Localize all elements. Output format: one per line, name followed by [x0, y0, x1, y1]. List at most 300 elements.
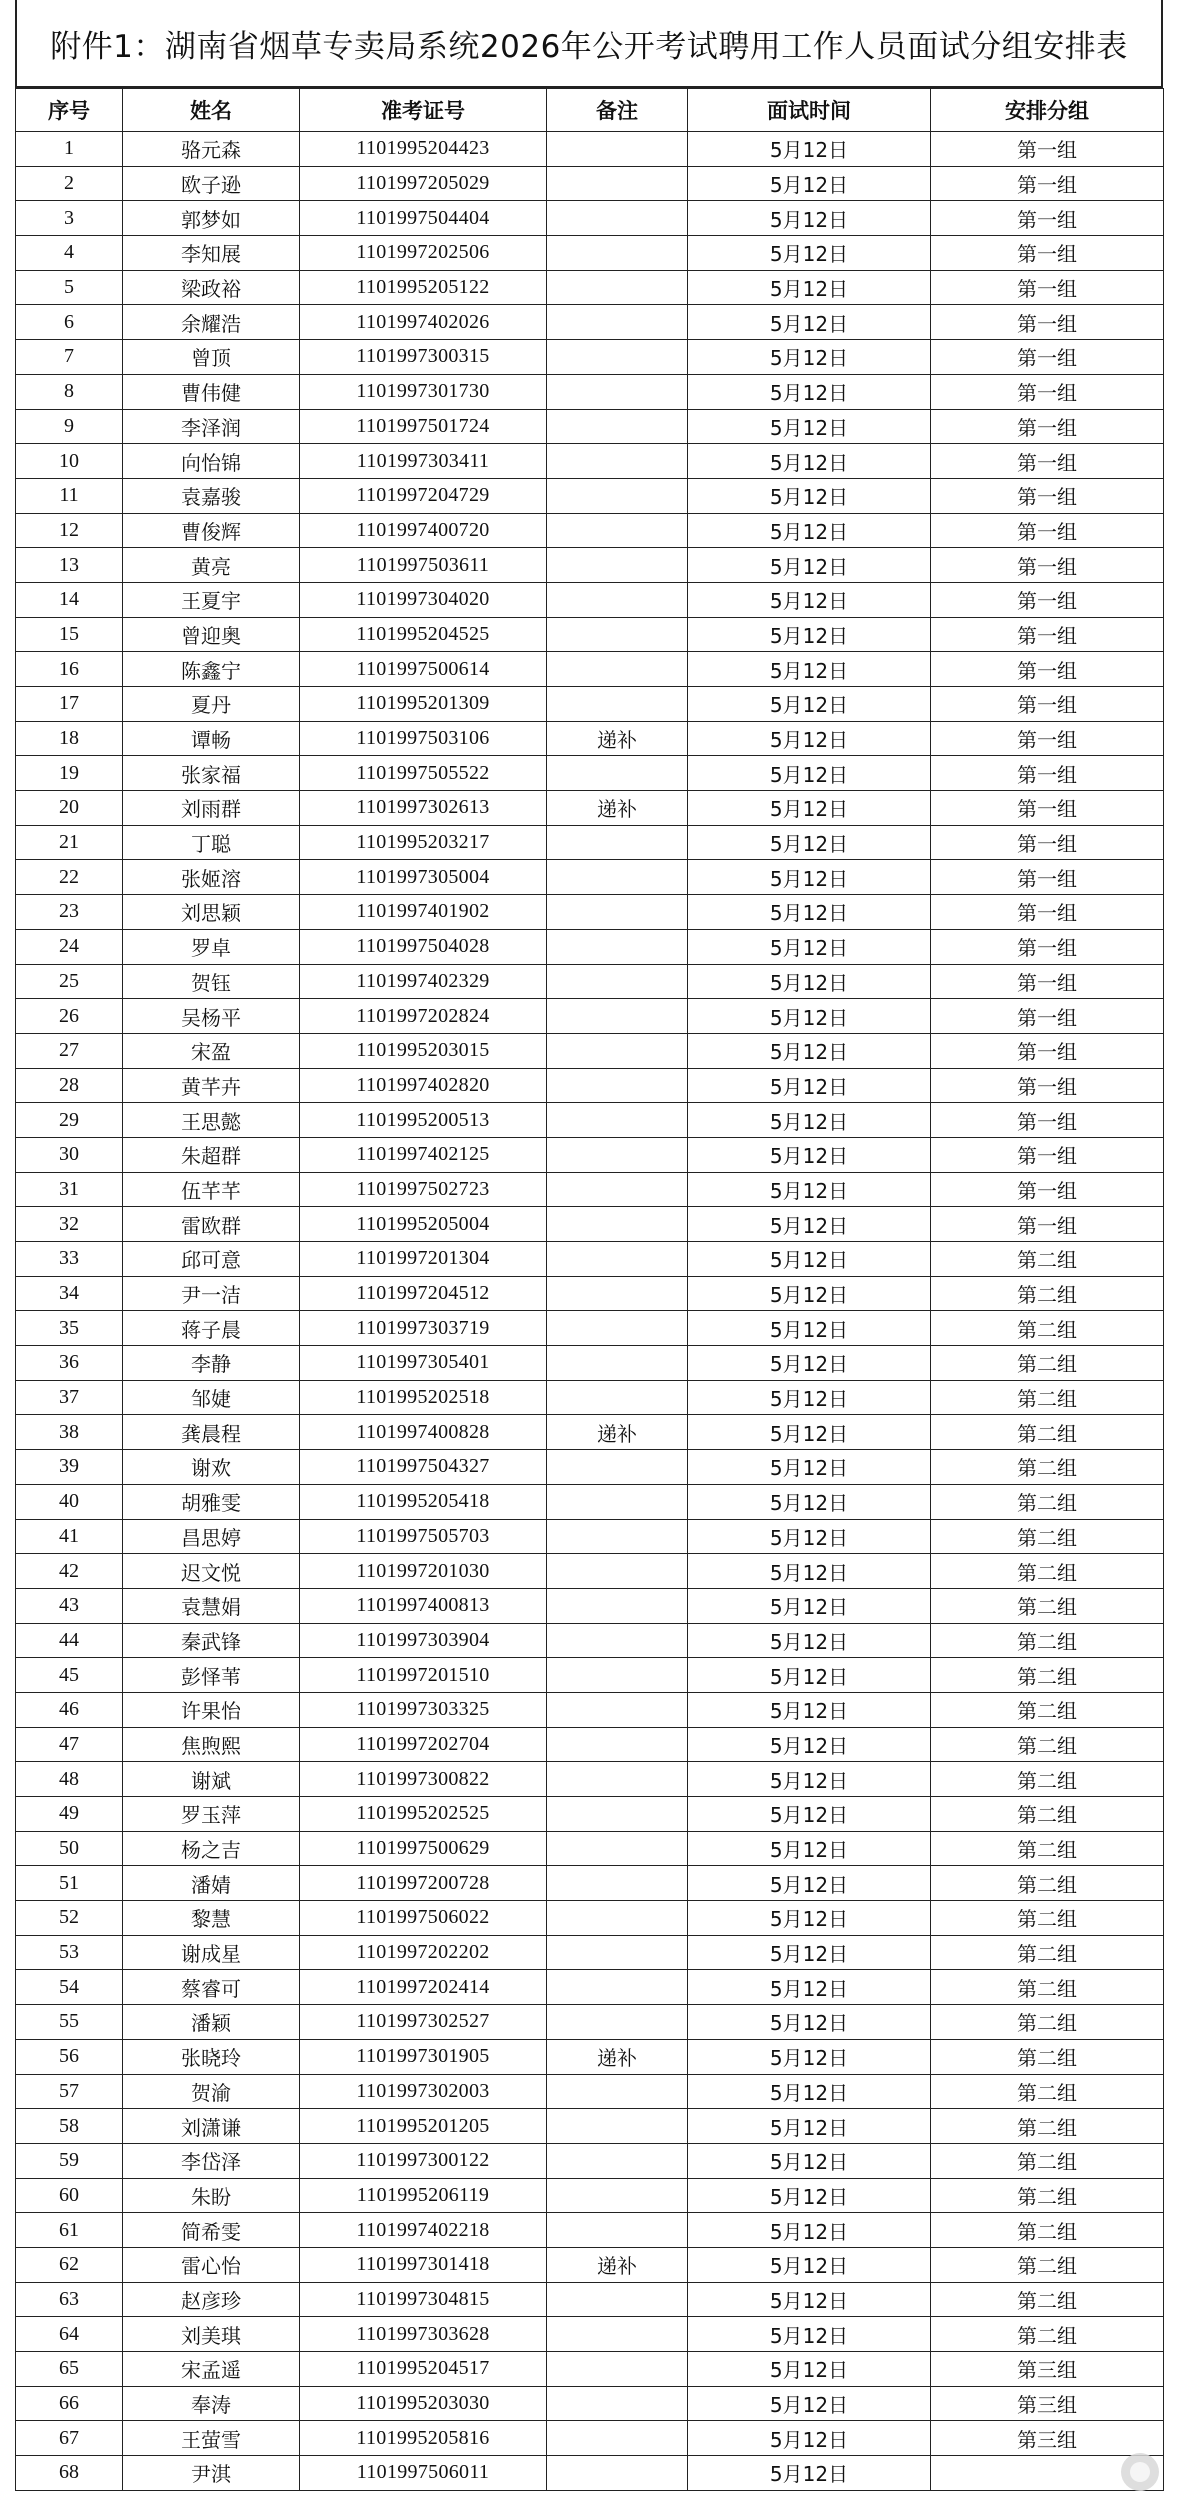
table-row: [16, 1276, 1164, 1311]
cell-name: 谢斌: [123, 1762, 300, 1797]
cell-interview-time: 5月12日: [688, 1519, 931, 1554]
header-name: 姓名: [123, 89, 300, 132]
cell-group: 第二组: [931, 2005, 1164, 2040]
cell-note: [547, 1103, 688, 1138]
table-row: [16, 1415, 1164, 1450]
cell-index: 48: [16, 1762, 123, 1797]
header-note: 备注: [547, 89, 688, 132]
cell-index: 43: [16, 1588, 123, 1623]
cell-index: 62: [16, 2247, 123, 2282]
cell-note: [547, 1484, 688, 1519]
cell-ticket-number: 1101997202414: [300, 1970, 547, 2005]
cell-group: 第一组: [931, 132, 1164, 167]
cell-group: 第一组: [931, 652, 1164, 687]
cell-name: 谢成星: [123, 1935, 300, 1970]
cell-note: [547, 1797, 688, 1832]
cell-group: 第一组: [931, 374, 1164, 409]
cell-ticket-number: 1101997402125: [300, 1137, 547, 1172]
cell-ticket-number: 1101995204423: [300, 132, 547, 167]
cell-group: 第二组: [931, 1346, 1164, 1381]
cell-interview-time: 5月12日: [688, 1866, 931, 1901]
cell-group: 第二组: [931, 2039, 1164, 2074]
cell-name: 许果怡: [123, 1692, 300, 1727]
cell-name: 梁政裕: [123, 270, 300, 305]
cell-note: [547, 236, 688, 271]
table-row: [16, 1103, 1164, 1138]
cell-index: 12: [16, 513, 123, 548]
cell-ticket-number: 1101997303904: [300, 1623, 547, 1658]
cell-note: 递补: [547, 2247, 688, 2282]
cell-name: 曹伟健: [123, 374, 300, 409]
cell-ticket-number: 1101995201205: [300, 2109, 547, 2144]
cell-note: [547, 2352, 688, 2387]
table-row: [16, 1866, 1164, 1901]
cell-name: 刘美琪: [123, 2317, 300, 2352]
table-row: [16, 1380, 1164, 1415]
cell-ticket-number: 1101997200728: [300, 1866, 547, 1901]
cell-index: 59: [16, 2143, 123, 2178]
cell-note: [547, 374, 688, 409]
cell-interview-time: 5月12日: [688, 2317, 931, 2352]
cell-ticket-number: 1101997506011: [300, 2456, 547, 2491]
cell-name: 胡雅雯: [123, 1484, 300, 1519]
cell-interview-time: 5月12日: [688, 1068, 931, 1103]
cell-interview-time: 5月12日: [688, 825, 931, 860]
cell-interview-time: 5月12日: [688, 166, 931, 201]
cell-interview-time: 5月12日: [688, 582, 931, 617]
cell-interview-time: 5月12日: [688, 1727, 931, 1762]
cell-ticket-number: 1101997400720: [300, 513, 547, 548]
table-row: [16, 2143, 1164, 2178]
cell-group: 第二组: [931, 1831, 1164, 1866]
cell-interview-time: 5月12日: [688, 1901, 931, 1936]
cell-group: 第一组: [931, 1068, 1164, 1103]
table-row: [16, 860, 1164, 895]
document-page: [15, 0, 1163, 2491]
cell-index: 61: [16, 2213, 123, 2248]
cell-index: 52: [16, 1901, 123, 1936]
cell-name: 雷心怡: [123, 2247, 300, 2282]
cell-name: 张家福: [123, 756, 300, 791]
cell-group: 第一组: [931, 999, 1164, 1034]
table-row: [16, 305, 1164, 340]
cell-interview-time: 5月12日: [688, 2039, 931, 2074]
cell-ticket-number: 1101995204525: [300, 617, 547, 652]
cell-group: 第一组: [931, 687, 1164, 722]
cell-note: [547, 999, 688, 1034]
cell-group: 第一组: [931, 1207, 1164, 1242]
table-row: [16, 1242, 1164, 1277]
cell-interview-time: 5月12日: [688, 513, 931, 548]
table-row: [16, 1172, 1164, 1207]
cell-group: 第二组: [931, 2317, 1164, 2352]
cell-interview-time: 5月12日: [688, 2109, 931, 2144]
cell-ticket-number: 1101997400828: [300, 1415, 547, 1450]
cell-name: 朱超群: [123, 1137, 300, 1172]
cell-note: [547, 1623, 688, 1658]
cell-index: 5: [16, 270, 123, 305]
cell-group: 第一组: [931, 270, 1164, 305]
cell-index: 40: [16, 1484, 123, 1519]
cell-note: [547, 895, 688, 930]
cell-note: [547, 132, 688, 167]
cell-index: 4: [16, 236, 123, 271]
cell-name: 尹一洁: [123, 1276, 300, 1311]
cell-name: 秦武锋: [123, 1623, 300, 1658]
cell-ticket-number: 1101997500614: [300, 652, 547, 687]
cell-ticket-number: 1101997205029: [300, 166, 547, 201]
table-row: [16, 2317, 1164, 2352]
table-row: [16, 2421, 1164, 2456]
cell-name: 昌思婷: [123, 1519, 300, 1554]
cell-note: [547, 2109, 688, 2144]
cell-ticket-number: 1101997402820: [300, 1068, 547, 1103]
table-row: [16, 2039, 1164, 2074]
cell-group: 第二组: [931, 1380, 1164, 1415]
table-row: [16, 791, 1164, 826]
cell-note: [547, 2213, 688, 2248]
table-row: [16, 2247, 1164, 2282]
cell-note: [547, 2386, 688, 2421]
cell-group: 第二组: [931, 1415, 1164, 1450]
cell-name: 夏丹: [123, 687, 300, 722]
cell-interview-time: 5月12日: [688, 2005, 931, 2040]
cell-index: 57: [16, 2074, 123, 2109]
cell-name: 曾迎奥: [123, 617, 300, 652]
cell-group: 第二组: [931, 1276, 1164, 1311]
cell-note: [547, 1311, 688, 1346]
cell-index: 29: [16, 1103, 123, 1138]
cell-ticket-number: 1101995205816: [300, 2421, 547, 2456]
cell-ticket-number: 1101997305004: [300, 860, 547, 895]
cell-ticket-number: 1101997505703: [300, 1519, 547, 1554]
cell-name: 宋孟遥: [123, 2352, 300, 2387]
cell-name: 邱可意: [123, 1242, 300, 1277]
cell-name: 罗卓: [123, 929, 300, 964]
table-row: [16, 1727, 1164, 1762]
cell-ticket-number: 1101997500629: [300, 1831, 547, 1866]
cell-group: 第二组: [931, 2074, 1164, 2109]
cell-ticket-number: 1101997402329: [300, 964, 547, 999]
cell-interview-time: 5月12日: [688, 2352, 931, 2387]
table-row: [16, 1311, 1164, 1346]
table-row: [16, 340, 1164, 375]
cell-name: 贺钰: [123, 964, 300, 999]
cell-ticket-number: 1101995203217: [300, 825, 547, 860]
cell-interview-time: 5月12日: [688, 1935, 931, 1970]
cell-index: 55: [16, 2005, 123, 2040]
cell-index: 35: [16, 1311, 123, 1346]
cell-name: 蒋子晨: [123, 1311, 300, 1346]
cell-index: 50: [16, 1831, 123, 1866]
table-row: [16, 2352, 1164, 2387]
cell-index: 58: [16, 2109, 123, 2144]
cell-name: 李岱泽: [123, 2143, 300, 2178]
table-row: [16, 478, 1164, 513]
cell-interview-time: 5月12日: [688, 270, 931, 305]
cell-note: 递补: [547, 791, 688, 826]
cell-note: [547, 1692, 688, 1727]
cell-note: [547, 1450, 688, 1485]
cell-note: [547, 1519, 688, 1554]
cell-ticket-number: 1101997300315: [300, 340, 547, 375]
cell-ticket-number: 1101997303325: [300, 1692, 547, 1727]
cell-interview-time: 5月12日: [688, 1276, 931, 1311]
cell-ticket-number: 1101997202704: [300, 1727, 547, 1762]
cell-note: [547, 2456, 688, 2491]
cell-note: [547, 1935, 688, 1970]
cell-ticket-number: 1101997401902: [300, 895, 547, 930]
cell-index: 26: [16, 999, 123, 1034]
cell-group: 第一组: [931, 236, 1164, 271]
cell-interview-time: 5月12日: [688, 2456, 931, 2491]
table-row: [16, 201, 1164, 236]
table-row: [16, 444, 1164, 479]
cell-index: 6: [16, 305, 123, 340]
cell-interview-time: 5月12日: [688, 2178, 931, 2213]
cell-interview-time: 5月12日: [688, 1831, 931, 1866]
cell-name: 伍芊芊: [123, 1172, 300, 1207]
cell-group: 第一组: [931, 1103, 1164, 1138]
cell-note: [547, 270, 688, 305]
table-row: [16, 2074, 1164, 2109]
cell-name: 张晓玲: [123, 2039, 300, 2074]
cell-ticket-number: 1101995202518: [300, 1380, 547, 1415]
document-title: 附件1：湖南省烟草专卖局系统2026年公开考试聘用工作人员面试分组安排表: [50, 28, 1128, 65]
cell-note: [547, 2317, 688, 2352]
cell-group: 第二组: [931, 1901, 1164, 1936]
cell-name: 简希雯: [123, 2213, 300, 2248]
cell-index: 24: [16, 929, 123, 964]
table-row: [16, 1762, 1164, 1797]
cell-interview-time: 5月12日: [688, 201, 931, 236]
cell-name: 丁聪: [123, 825, 300, 860]
cell-index: 44: [16, 1623, 123, 1658]
cell-name: 陈鑫宁: [123, 652, 300, 687]
cell-index: 33: [16, 1242, 123, 1277]
cell-name: 曾顶: [123, 340, 300, 375]
cell-note: [547, 1658, 688, 1693]
cell-note: [547, 1380, 688, 1415]
cell-ticket-number: 1101997400813: [300, 1588, 547, 1623]
table-row: [16, 548, 1164, 583]
cell-note: [547, 1588, 688, 1623]
cell-group: 第二组: [931, 1554, 1164, 1589]
cell-note: [547, 1068, 688, 1103]
cell-index: 53: [16, 1935, 123, 1970]
cell-ticket-number: 1101995203015: [300, 1033, 547, 1068]
cell-name: 吴杨平: [123, 999, 300, 1034]
title-row: [15, 0, 1163, 88]
cell-ticket-number: 1101997300822: [300, 1762, 547, 1797]
cell-name: 袁嘉骏: [123, 478, 300, 513]
cell-ticket-number: 1101997305401: [300, 1346, 547, 1381]
cell-index: 22: [16, 860, 123, 895]
cell-interview-time: 5月12日: [688, 756, 931, 791]
cell-ticket-number: 1101997303628: [300, 2317, 547, 2352]
cell-index: 1: [16, 132, 123, 167]
cell-ticket-number: 1101997502723: [300, 1172, 547, 1207]
cell-group: 第一组: [931, 409, 1164, 444]
cell-interview-time: 5月12日: [688, 2282, 931, 2317]
cell-interview-time: 5月12日: [688, 929, 931, 964]
cell-index: 66: [16, 2386, 123, 2421]
cell-index: 10: [16, 444, 123, 479]
cell-name: 邹婕: [123, 1380, 300, 1415]
header-group: 安排分组: [931, 89, 1164, 132]
cell-index: 49: [16, 1797, 123, 1832]
cell-group: 第二组: [931, 1935, 1164, 1970]
cell-note: [547, 305, 688, 340]
cell-name: 欧子逊: [123, 166, 300, 201]
cell-ticket-number: 1101997503106: [300, 721, 547, 756]
cell-note: [547, 929, 688, 964]
cell-note: [547, 444, 688, 479]
cell-interview-time: 5月12日: [688, 617, 931, 652]
cell-note: [547, 166, 688, 201]
cell-name: 蔡睿可: [123, 1970, 300, 2005]
cell-ticket-number: 1101997300122: [300, 2143, 547, 2178]
cell-interview-time: 5月12日: [688, 687, 931, 722]
cell-name: 杨之吉: [123, 1831, 300, 1866]
cell-group: 第一组: [931, 478, 1164, 513]
cell-ticket-number: 1101997302527: [300, 2005, 547, 2040]
cell-group: 第一组: [931, 964, 1164, 999]
cell-name: 袁慧娟: [123, 1588, 300, 1623]
cell-interview-time: 5月12日: [688, 999, 931, 1034]
cell-name: 谭畅: [123, 721, 300, 756]
cell-index: 25: [16, 964, 123, 999]
table-row: [16, 2005, 1164, 2040]
cell-name: 彭怿苇: [123, 1658, 300, 1693]
cell-name: 李知展: [123, 236, 300, 271]
table-row: [16, 1137, 1164, 1172]
cell-group: 第二组: [931, 1311, 1164, 1346]
cell-note: [547, 964, 688, 999]
cell-interview-time: 5月12日: [688, 305, 931, 340]
table-row: [16, 1797, 1164, 1832]
cell-note: 递补: [547, 1415, 688, 1450]
cell-index: 60: [16, 2178, 123, 2213]
cell-interview-time: 5月12日: [688, 2421, 931, 2456]
cell-group: 第二组: [931, 1450, 1164, 1485]
cell-name: 王思懿: [123, 1103, 300, 1138]
cell-interview-time: 5月12日: [688, 1311, 931, 1346]
cell-group: 第三组: [931, 2386, 1164, 2421]
cell-ticket-number: 1101997202506: [300, 236, 547, 271]
cell-group: 第二组: [931, 2143, 1164, 2178]
table-row: [16, 964, 1164, 999]
cell-index: 51: [16, 1866, 123, 1901]
table-row: [16, 1831, 1164, 1866]
cell-index: 31: [16, 1172, 123, 1207]
cell-index: 19: [16, 756, 123, 791]
cell-index: 3: [16, 201, 123, 236]
cell-interview-time: 5月12日: [688, 1658, 931, 1693]
cell-interview-time: 5月12日: [688, 478, 931, 513]
cell-name: 刘潇谦: [123, 2109, 300, 2144]
cell-ticket-number: 1101997504028: [300, 929, 547, 964]
cell-ticket-number: 1101997303411: [300, 444, 547, 479]
cell-ticket-number: 1101995205004: [300, 1207, 547, 1242]
cell-ticket-number: 1101995205122: [300, 270, 547, 305]
cell-name: 黄芊卉: [123, 1068, 300, 1103]
cell-name: 王萤雪: [123, 2421, 300, 2456]
cell-group: 第一组: [931, 756, 1164, 791]
cell-ticket-number: 1101997201030: [300, 1554, 547, 1589]
cell-interview-time: 5月12日: [688, 2386, 931, 2421]
cell-interview-time: 5月12日: [688, 1484, 931, 1519]
cell-name: 迟文悦: [123, 1554, 300, 1589]
cell-note: [547, 2143, 688, 2178]
cell-group: 第一组: [931, 895, 1164, 930]
cell-ticket-number: 1101997402026: [300, 305, 547, 340]
cell-index: 13: [16, 548, 123, 583]
table-row: [16, 2178, 1164, 2213]
cell-ticket-number: 1101997506022: [300, 1901, 547, 1936]
cell-ticket-number: 1101997504404: [300, 201, 547, 236]
cell-name: 李静: [123, 1346, 300, 1381]
cell-name: 龚晨程: [123, 1415, 300, 1450]
cell-interview-time: 5月12日: [688, 964, 931, 999]
cell-index: 27: [16, 1033, 123, 1068]
table-row: [16, 2282, 1164, 2317]
cell-ticket-number: 1101995203030: [300, 2386, 547, 2421]
cell-interview-time: 5月12日: [688, 1554, 931, 1589]
cell-index: 68: [16, 2456, 123, 2491]
cell-note: [547, 2282, 688, 2317]
cell-index: 17: [16, 687, 123, 722]
cell-interview-time: 5月12日: [688, 1033, 931, 1068]
cell-group: 第一组: [931, 860, 1164, 895]
cell-note: [547, 825, 688, 860]
cell-group: 第二组: [931, 1727, 1164, 1762]
cell-ticket-number: 1101995201309: [300, 687, 547, 722]
cell-name: 余耀浩: [123, 305, 300, 340]
cell-group: 第一组: [931, 617, 1164, 652]
table-row: [16, 687, 1164, 722]
cell-interview-time: 5月12日: [688, 1380, 931, 1415]
cell-note: [547, 1033, 688, 1068]
cell-ticket-number: 1101997301418: [300, 2247, 547, 2282]
cell-index: 20: [16, 791, 123, 826]
cell-interview-time: 5月12日: [688, 652, 931, 687]
cell-ticket-number: 1101995206119: [300, 2178, 547, 2213]
header-interview-time: 面试时间: [688, 89, 931, 132]
cell-name: 雷欧群: [123, 1207, 300, 1242]
table-row: [16, 929, 1164, 964]
cell-interview-time: 5月12日: [688, 1588, 931, 1623]
cell-name: 黄亮: [123, 548, 300, 583]
cell-interview-time: 5月12日: [688, 1242, 931, 1277]
cell-index: 8: [16, 374, 123, 409]
cell-note: [547, 340, 688, 375]
cell-index: 18: [16, 721, 123, 756]
cell-name: 焦煦熙: [123, 1727, 300, 1762]
table-row: [16, 825, 1164, 860]
table-row: [16, 1484, 1164, 1519]
cell-note: [547, 2178, 688, 2213]
cell-note: [547, 1207, 688, 1242]
cell-group: 第一组: [931, 201, 1164, 236]
cell-group: 第二组: [931, 2247, 1164, 2282]
cell-interview-time: 5月12日: [688, 340, 931, 375]
cell-index: 39: [16, 1450, 123, 1485]
table-row: [16, 1519, 1164, 1554]
cell-ticket-number: 1101997304020: [300, 582, 547, 617]
cell-group: 第二组: [931, 2178, 1164, 2213]
cell-note: [547, 1276, 688, 1311]
